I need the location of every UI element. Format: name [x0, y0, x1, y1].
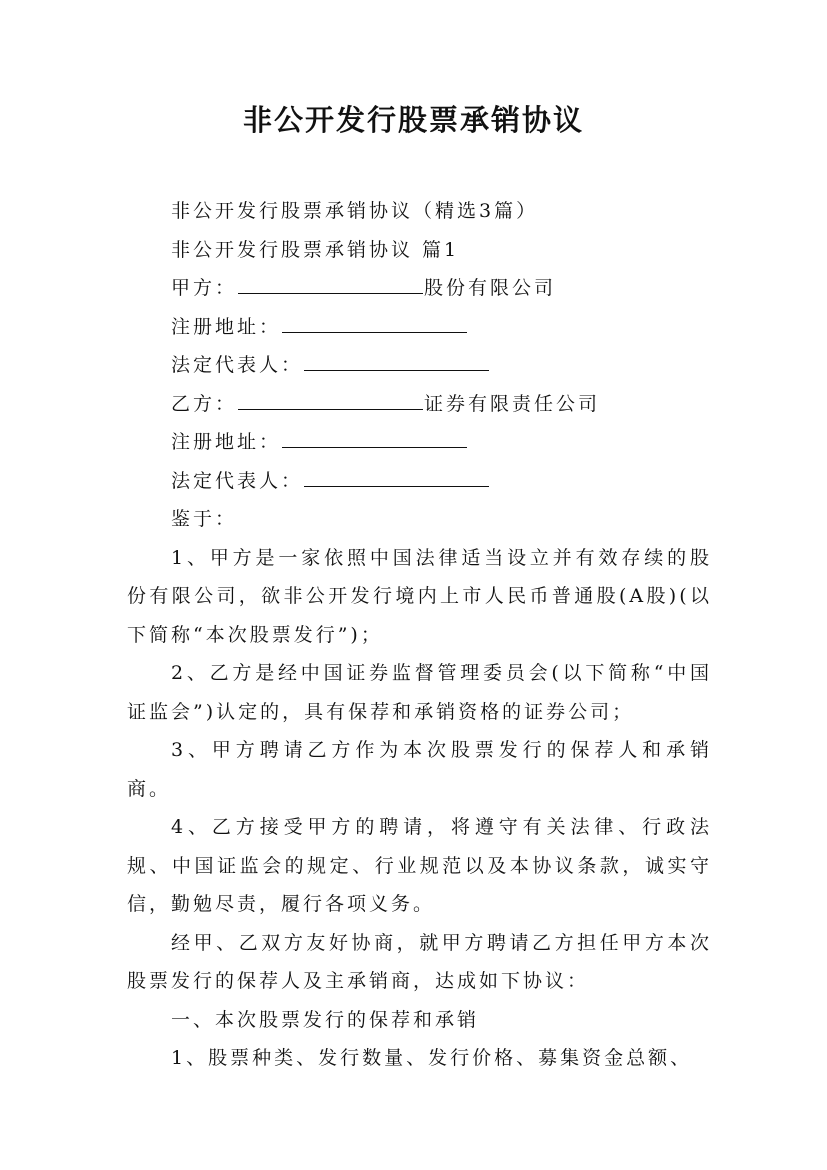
party-b-address-blank: [282, 446, 467, 448]
document-title: 非公开发行股票承销协议: [242, 103, 584, 137]
party-a-name-blank: [238, 292, 423, 294]
party-a-rep-label: 法定代表人：: [171, 354, 304, 376]
party-b-address-line: [127, 423, 712, 462]
paragraph: 3、甲方聘请乙方作为本次股票发行的保荐人和承销商。: [127, 739, 712, 800]
party-b-rep-label: 法定代表人：: [171, 469, 304, 492]
party-b-label: 乙方：: [171, 392, 238, 415]
document-body: [127, 192, 712, 1078]
party-b-suffix: 证券有限责任公司: [424, 392, 601, 415]
party-a-label: 甲方：: [171, 277, 238, 299]
document-subtitle: 非公开发行股票承销协议（精选3篇）: [171, 200, 539, 222]
party-a-rep-blank: [304, 369, 489, 371]
party-b-address-label: 注册地址：: [171, 431, 282, 453]
chapter-heading: 非公开发行股票承销协议 篇1: [171, 238, 460, 261]
party-a-address-label: 注册地址：: [171, 315, 282, 338]
party-a-rep-line: [127, 346, 712, 385]
party-b-rep-blank: [304, 485, 489, 487]
whereas-heading: 鉴于：: [171, 508, 238, 530]
section-heading: 一、本次股票发行的保荐和承销: [171, 1008, 480, 1031]
party-b-line: [127, 385, 712, 424]
section-item: 1、股票种类、发行数量、发行价格、募集资金总额、: [171, 1047, 693, 1069]
party-a-address-line: [127, 308, 712, 347]
party-a-line: [127, 269, 712, 308]
paragraph: 2、乙方是经中国证券监督管理委员会(以下简称“中国证监会”)认定的，具有保荐和承销资格的证券公司；: [127, 662, 712, 723]
paragraph: 1、甲方是一家依照中国法律适当设立并有效存续的股份有限公司，欲非公开发行境内上市人民币普通股(A股)(以下简称“本次股票发行”)；: [127, 546, 712, 646]
paragraph: 经甲、乙双方友好协商，就甲方聘请乙方担任甲方本次股票发行的保荐人及主承销商，达成如下协议：: [127, 931, 712, 992]
party-a-address-blank: [282, 331, 467, 333]
party-a-suffix: 股份有限公司: [424, 277, 557, 299]
party-b-name-blank: [238, 408, 423, 410]
party-b-rep-line: [127, 462, 712, 501]
paragraph: 4、乙方接受甲方的聘请，将遵守有关法律、行政法规、中国证监会的规定、行业规范以及本协议条款，诚实守信，勤勉尽责，履行各项义务。: [127, 816, 712, 915]
